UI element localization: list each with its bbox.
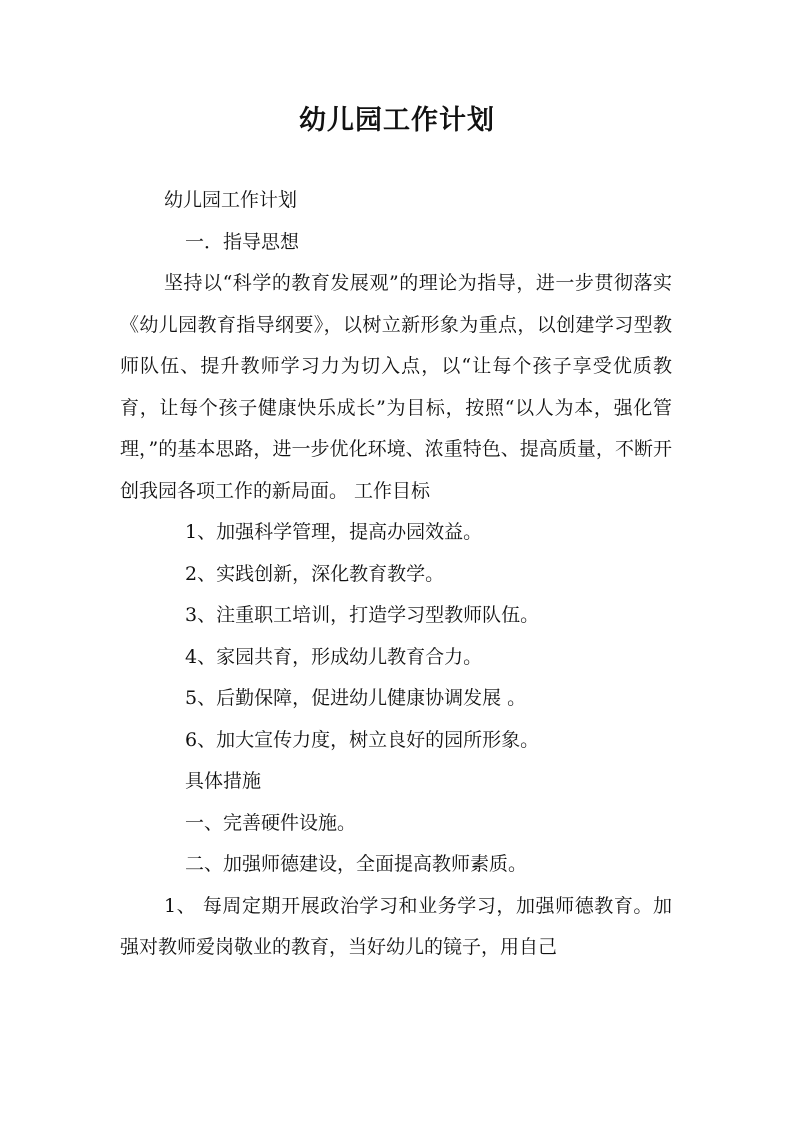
goal-item-6: 6、加大宣传力度，树立良好的园所形象。: [185, 728, 540, 751]
document-title: 幼儿园工作计划: [299, 105, 495, 136]
goal-item-5: 5、后勤保障，促进幼儿健康协调发展 。: [185, 687, 527, 709]
measure-paragraph-1: 1、 每周定期开展政治学习和业务学习，加强师德教育。加强对教师爱岗敬业的教育，当好幼儿的镜子，用自己: [120, 894, 672, 958]
goal-item-2: 2、实践创新，深化教育教学。: [185, 562, 445, 585]
document-body: [120, 180, 672, 969]
goal-item-4: 4、家园共育，形成幼儿教育合力。: [185, 645, 483, 668]
goal-item-3: 3、注重职工培训，打造学习型教师队伍。: [185, 604, 540, 626]
goal-item-1: 1、加强科学管理，提高办园效益。: [185, 521, 483, 543]
section-heading-guiding-thought: 一．指导思想: [185, 230, 300, 253]
subtitle-line: 幼儿园工作计划: [164, 189, 298, 211]
measure-heading-2: 二、加强师德建设，全面提高教师素质。: [185, 853, 528, 875]
measure-heading-1: 一、完善硬件设施。: [185, 811, 357, 834]
section-heading-measures: 具体措施: [185, 770, 262, 792]
guiding-thought-paragraph: 坚持以“科学的教育发展观”的理论为指导，进一步贯彻落实《幼儿园教育指导纲要》，以树立新形象为重点，以创建学习型教师队伍、提升教师学习力为切入点，以“让每个孩子享受优质教育，让每个孩子健康快乐成长”为目标，按照“以人为本，强化管理，”的基本思路，进一步优化环境、浓重特色、提高质量，不断开创我园各项工作的新局面。 工作目标: [120, 272, 672, 502]
